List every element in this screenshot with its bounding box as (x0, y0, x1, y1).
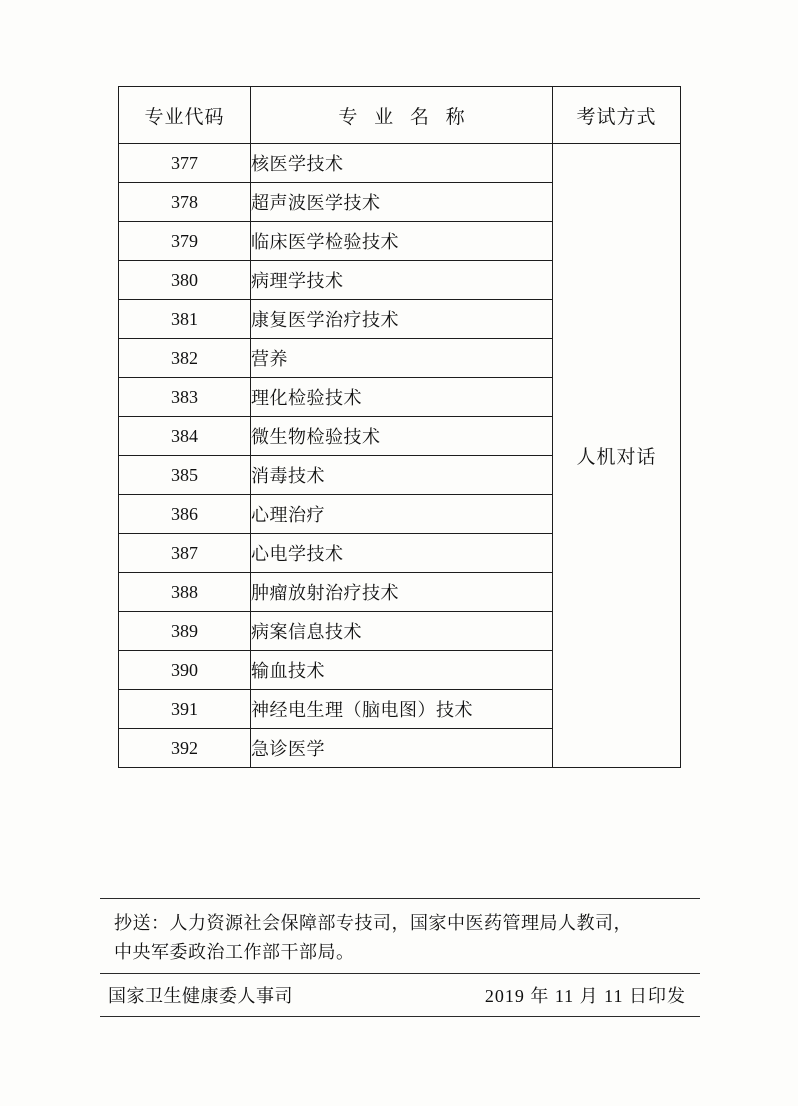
cell-name: 输血技术 (251, 651, 553, 690)
cell-name: 营养 (251, 339, 553, 378)
cell-code: 391 (119, 690, 251, 729)
cell-name: 临床医学检验技术 (251, 222, 553, 261)
cell-name: 急诊医学 (251, 729, 553, 768)
cell-name: 理化检验技术 (251, 378, 553, 417)
cell-code: 378 (119, 183, 251, 222)
document-footer (100, 898, 700, 1017)
cell-name: 病理学技术 (251, 261, 553, 300)
specialty-code-table (118, 86, 680, 768)
issue-date: 2019 年 11 月 11 日印发 (484, 985, 686, 1006)
cell-code: 385 (119, 456, 251, 495)
cell-name: 微生物检验技术 (251, 417, 553, 456)
cc-line-1: 抄送：人力资源社会保障部专技司，国家中医药管理局人教司， (114, 913, 632, 933)
footer-divider-bottom (100, 1016, 700, 1017)
column-header-code: 专业代码 (119, 87, 251, 144)
carbon-copy-block (100, 899, 700, 973)
cell-name: 超声波医学技术 (251, 183, 553, 222)
cc-line-2: 中央军委政治工作部干部局。 (114, 941, 355, 962)
cell-code: 388 (119, 573, 251, 612)
cell-code: 377 (119, 144, 251, 183)
cell-name: 肿瘤放射治疗技术 (251, 573, 553, 612)
cell-exam-mode: 人机对话 (553, 144, 681, 768)
table-row (119, 144, 681, 183)
cell-code: 386 (119, 495, 251, 534)
cell-code: 390 (119, 651, 251, 690)
cell-name: 心电学技术 (251, 534, 553, 573)
footer-issuer-row (100, 973, 700, 1008)
cell-code: 389 (119, 612, 251, 651)
cell-code: 387 (119, 534, 251, 573)
table-header-row (119, 87, 681, 144)
cell-code: 384 (119, 417, 251, 456)
cell-code: 379 (119, 222, 251, 261)
cell-name: 病案信息技术 (251, 612, 553, 651)
cell-code: 380 (119, 261, 251, 300)
cell-code: 383 (119, 378, 251, 417)
cell-name: 消毒技术 (251, 456, 553, 495)
issuer-name: 国家卫生健康委人事司 (108, 985, 293, 1006)
cell-name: 核医学技术 (251, 144, 553, 183)
cell-code: 381 (119, 300, 251, 339)
cell-name: 康复医学治疗技术 (251, 300, 553, 339)
cell-code: 382 (119, 339, 251, 378)
column-header-exam-mode: 考试方式 (553, 87, 681, 144)
cell-name: 心理治疗 (251, 495, 553, 534)
cell-code: 392 (119, 729, 251, 768)
cell-name: 神经电生理（脑电图）技术 (251, 690, 553, 729)
column-header-name: 专 业 名 称 (251, 87, 553, 144)
